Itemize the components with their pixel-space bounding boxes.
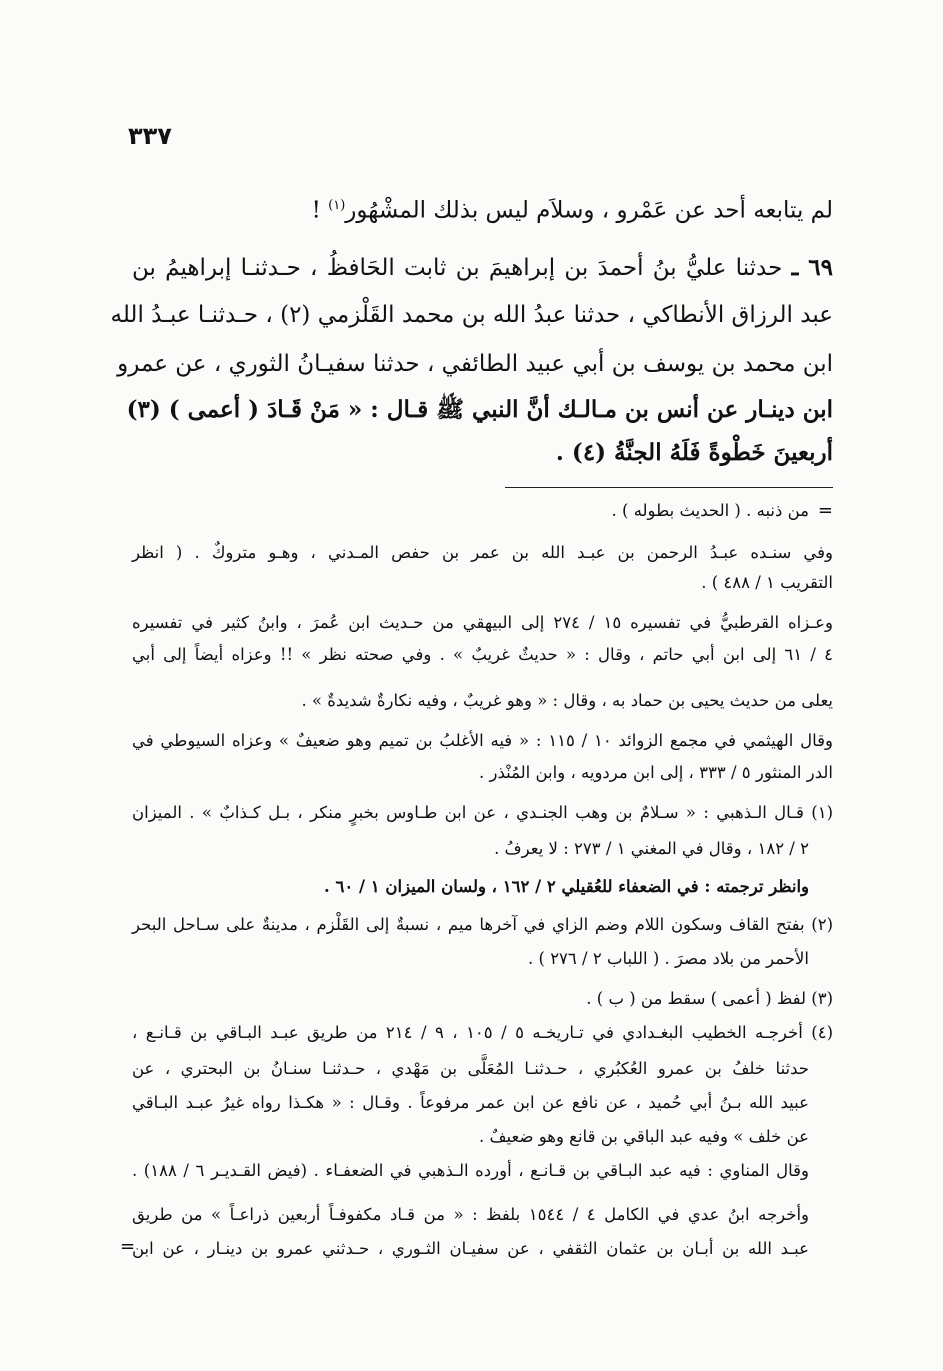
footnote-3: (٣) لفظ ( أعمى ) سقط من ( ب ) . [586,989,833,1008]
footnote-line: وعـزاه القرطبيُّ في تفسيره ١٥ / ٢٧٤ إلى البيهقي من حـديث ابن عُمرَ ، وابنُ كثير في تفسيره [132,613,833,632]
footnote-line: ٤ / ٦١ إلى ابن أبي حاتم ، وقال : « حديثٌ غريبٌ » . وفي صحته نظر » !! وعزاه أيضاً إلى أبي [132,645,833,664]
hadith-line-1: ٦٩ ـ حدثنا عليُّ بنُ أحمدَ بن إبراهيمَ بن ثابت الحَافظُ ، حـدثنـا إبراهيمُ بن [132,254,834,281]
hadith-number: ٦٩ ـ [791,254,834,281]
hadith-line-2: عبد الرزاق الأنطاكي ، حدثنا عبدُ الله بن محمد القَلْزمي (٢) ، حـدثنـا عبـدُ الله [110,302,833,328]
hadith-line-3: ابن محمد بن يوسف بن أبي عبيد الطائفي ، حدثنا سفيـانُ الثوري ، عن عمرو [117,351,833,377]
footnote-line: وانظر ترجمته : في الضعفاء للعُقيلي ٢ / ١٦٢ ، ولسان الميزان ١ / ٦٠ . [324,877,809,896]
footnote-1: (١) قـال الـذهبي : « سـلامٌ بن وهب الجنـدي ، عن ابن طـاوس بخبرٍ منكر ، بـل كـذابٌ » . الميزان [132,803,833,822]
footnote-line: الأحمر من بلاد مصرَ . ( اللباب ٢ / ٢٧٦ ) . [528,949,809,968]
footnote-4: (٤) أخرجـه الخطيب البغـدادي في تـاريخـه ٥ / ١٠٥ ، ٩ / ٢١٤ من طريق عبـد البـاقي بن قـانـع ، [132,1023,833,1042]
page-number: ٣٣٧ [128,122,172,150]
footnote-line: ٢ / ١٨٢ ، وقال في المغني ١ / ٢٧٣ : لا يعرفُ . [494,839,809,858]
footnote-line: حدثنا خلفُ بن عمرو العُكبُري ، حـدثنـا المُعَلَّى بن مَهْدي ، حـدثنـا سنـانُ بن البحتري ، عن [132,1059,809,1078]
footnote-divider [505,487,833,488]
footnote-line: من ذنبه . ( الحديث بطوله ) . [611,501,809,520]
continuation-marker: = [817,500,833,521]
footnote-2: (٢) بفتح القاف وسكون اللام وضم الزاي في آخرها ميم ، نسبةٌ إلى القَلْزم ، مدينةٌ على سـاحل البحر [132,915,833,934]
end-continuation-marker: = [120,1236,136,1257]
footnote-line: يعلى من حديث يحيى بن حماد به ، وقال : « وهو غريبٌ ، وفيه نكارةٌ شديدةٌ » . [301,691,833,710]
continuation-line: لم يتابعه أحد عن عَمْرو ، وسلاَم ليس بذلك المشْهُور$^{(١)}$ ! [311,197,833,224]
footnote-line: التقريب ١ / ٤٨٨ ) . [701,573,833,592]
footnote-line: عن خلف » وفيه عبد الباقي بن قانع وهو ضعيفٌ . [478,1127,809,1146]
footnote-line: وقال المناوي : فيه عبد البـاقي بن قـانـع ، أورده الـذهبي في الضعفـاء . (فيض القـديـر ٦ / ١٨٨) . [132,1161,809,1180]
footnote-ref: (١) [328,198,346,213]
footnote-line: وقال الهيثمي في مجمع الزوائد ١٠ / ١١٥ : « فيه الأغلبُ بن تميم وهو ضعيفٌ » وعزاه السيوطي في [132,731,833,750]
hadith-line-4: ابن دينـار عن أنس بن مـالـك أنَّ النبي ﷺ قـال : « مَنْ قَـادَ ( أعمى ) (٣) [126,396,833,423]
hadith-line-5: أربعينَ خَطْوةً فَلَهُ الجنَّةُ (٤) . [555,439,833,466]
footnote-line: وأخرجه ابنُ عدي في الكامل ٤ / ١٥٤٤ بلفظ : « من قـاد مكفوفـاً أربعين ذراعـاً » من طريق [132,1205,809,1224]
footnote-line: وفي سنـده عبـدُ الرحمن بن عبـد الله بن عمر بن حفص المـدني ، وهـو متروكٌ . ( انظر [132,543,833,562]
footnote-line: عبيد الله بـنُ أبي حُميد ، عن نافع عن ابن عمر مرفوعاً . وقـال : « هكـذا رواه غيرُ عبـد البـاقي [132,1093,809,1112]
footnote-line: عبـد الله بن أبـان بن عثمان الثقفي ، عن سفيـان الثـوري ، حـدثني عمرو بن دينـار ، عن ابن [132,1239,809,1258]
footnote-line: الدر المنثور ٥ / ٣٣٣ ، إلى ابن مردويه ، وابن المُنْذر . [479,763,833,782]
